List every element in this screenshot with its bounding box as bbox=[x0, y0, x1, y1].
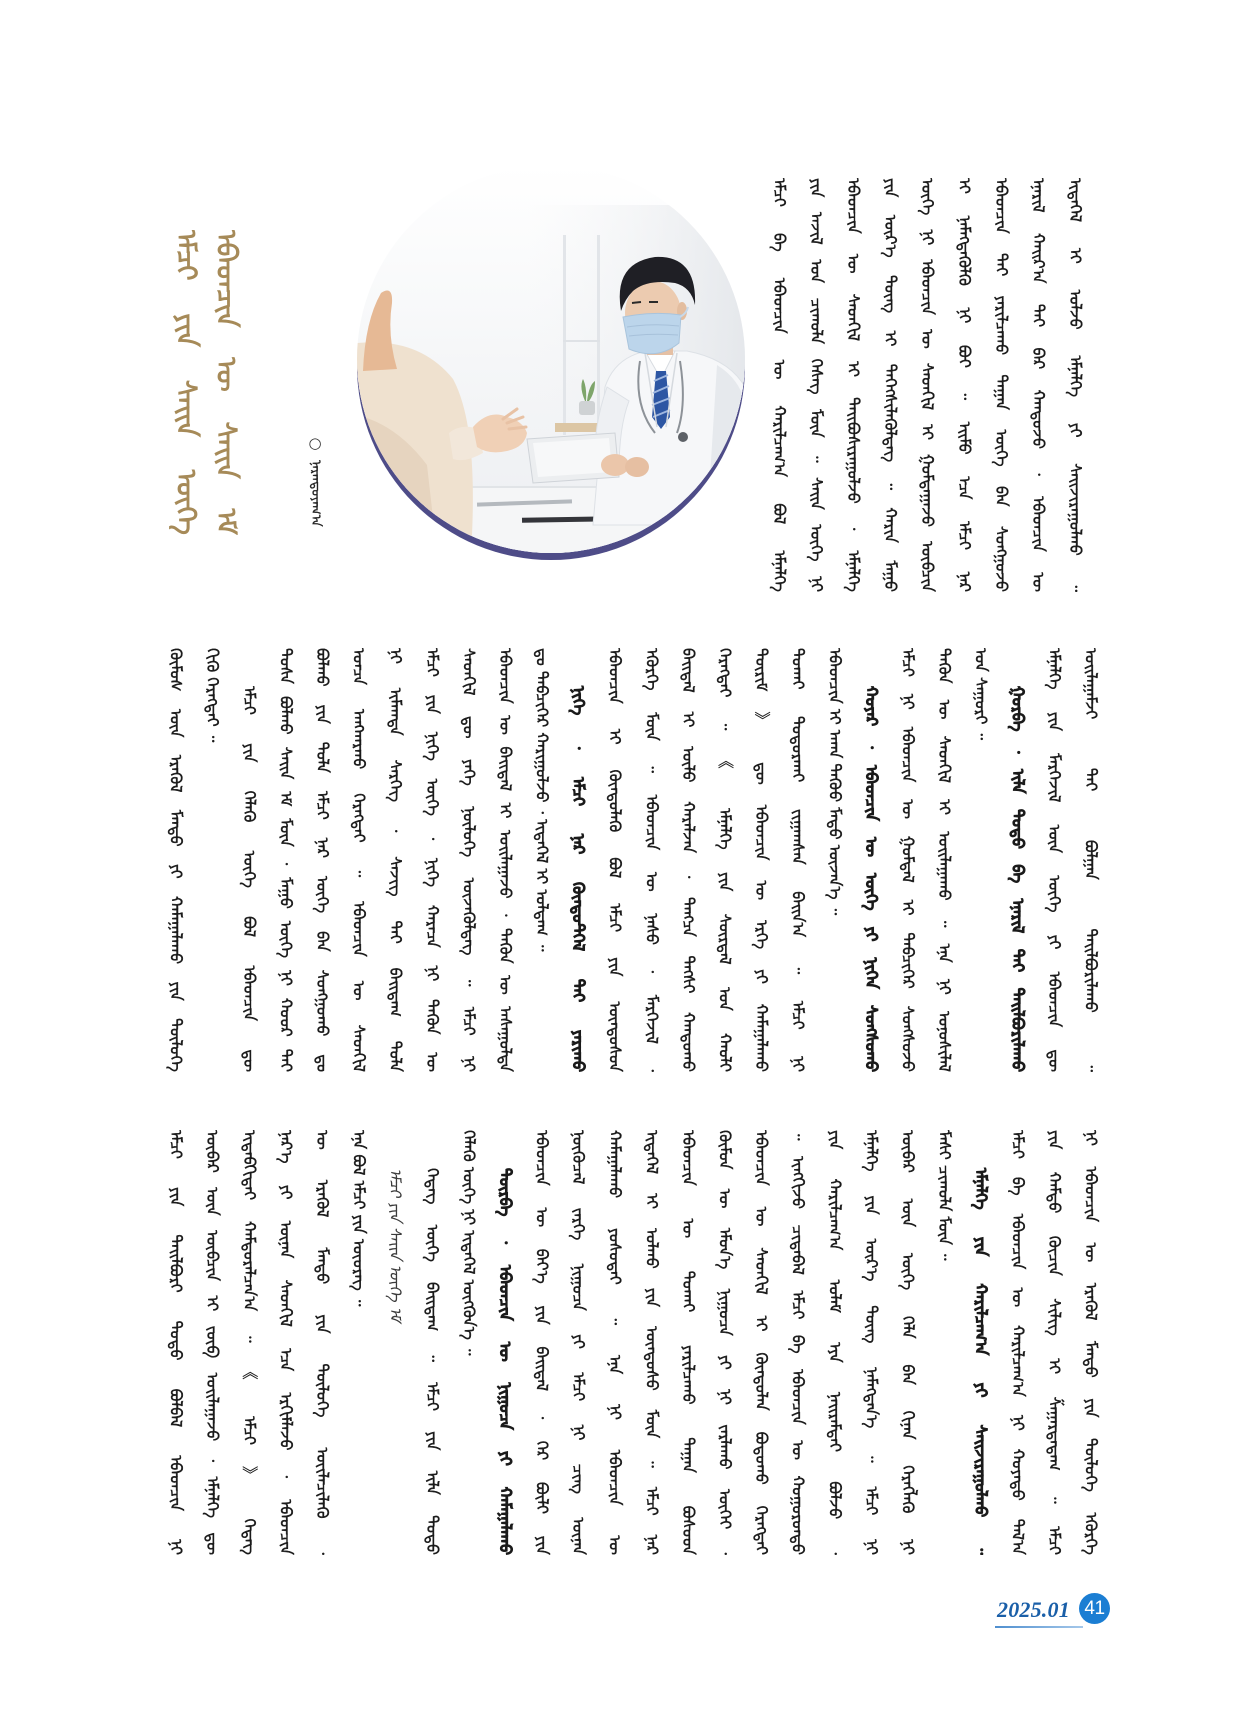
author-name: ᠨᠠᠷᠠᠨᠲᠤᠶᠠᠭ᠎ᠠ bbox=[308, 460, 323, 527]
text-column: ᠬᠦᠮᠦᠨ ᠦ ᠡᠮᠦᠨ᠎ᠡ ᠨᠢᠭᠤᠴᠠ ᠶᠢ ᠨᠢ ᠵᠠᠷᠯᠠᠬᠤ ᠦᠭᠡᠢ ᠂ bbox=[715, 1130, 735, 1555]
intro-text bbox=[761, 178, 1094, 592]
text-column: ᠥᠪᠡᠷ ᠦᠨ ᠦᠭᠡ ᠬᠡᠯᠡ ᠪᠡᠨ ᠬᠢᠨᠠᠨ ᠬᠡᠷᠡᠭᠯᠡᠬᠦ ᠨᠢ bbox=[898, 1130, 918, 1555]
text-column: ᠡᠮᠨᠡᠯᠭᠡ ᠶᠢᠨ ᠮᠡᠷᠭᠡᠵᠢᠯ ᠦᠨ ᠦᠭᠡ ᠶᠢ ᠡᠪᠡᠳᠴᠢᠨ ᠳᠦ bbox=[1044, 648, 1064, 1072]
text-column: ᠲᠤᠬᠠᠢ ᠲᠣᠳᠣᠷᠬᠠᠢ ᠵᠢᠭᠠᠭᠰᠠᠨ ᠪᠠᠢᠨ᠎ᠠ ᠃ ᠡᠮᠴᠢ ᠨᠢ bbox=[788, 648, 808, 1072]
text-column: ᠪᠣᠯᠬᠤ ᠶᠢᠨ ᠲᠤᠯᠠ ᠡᠮᠴᠢ ᠨᠠᠷ ᠦᠭᠡ ᠪᠡᠨ ᠰᠣᠩᠭᠣᠬᠤ ᠳᠤ bbox=[312, 648, 332, 1072]
text-column: ᠣᠢᠯᠠᠭᠠᠮᠵᠢ ᠲᠠᠢ ᠪᠣᠯᠭᠠᠨ ᠲᠠᠢᠯᠪᠤᠷᠢᠯᠠᠬᠤ ᠃ bbox=[1081, 648, 1101, 1072]
byline-marker: ○ bbox=[306, 434, 324, 452]
text-column: ᠨᠡᠷ᠎ᠡ ᠶᠢ ᠦᠨᠡᠨ ᠰᠡᠳᠬᠢᠯ ᠡᠴᠡ ᠡᠷᠬᠢᠮᠯᠡᠵᠦ ᠂ ᠡᠪᠡᠳᠴᠢᠨ bbox=[276, 1130, 296, 1555]
calligraphy-column: ᠡᠮᠴᠢ ᠶᠢᠨ ᠰᠠᠢᠨ ᠦᠭᠡ ᠡᠮ bbox=[386, 1168, 406, 1322]
title-line: ᠡᠮᠴᠢ ᠶᠢᠨ ᠰᠠᠢᠨ ᠦᠭᠡ bbox=[170, 230, 203, 535]
text-column: ᠡᠮᠴᠢ ᠪᠠ ᠡᠪᠡᠳᠴᠢᠨ ᠦ ᠬᠠᠷᠢᠯᠴᠠᠭ᠎ᠠ ᠪᠣᠯ ᠡᠮᠨᠡᠯᠭᠡ bbox=[770, 178, 789, 592]
text-column: ᠶᠢᠨ ᠬᠠᠮᠲᠤ ᠬᠦᠴᠢᠨ ᠰᠢᠯᠢᠭ ᠢ ᠱᠠᠭᠠᠷᠳᠠᠳᠠᠭ ᠃ ᠡᠮᠴᠢ bbox=[1044, 1130, 1064, 1555]
text-column: ᠳᠦᠷᠢᠮ 》 ᠳᠦ ᠡᠪᠡᠳᠴᠢᠨ ᠦ ᠡᠷᠬᠡ ᠶᠢ ᠬᠠᠮᠠᠭᠠᠯᠠᠬᠤ bbox=[752, 648, 772, 1072]
text-column: ᠢ ᠨᠡᠮᠡᠭᠳᠡᠭᠦᠯᠬᠦ ᠨᠢ ᠪᠤᠢ ᠃ ᠡᠢᠮᠦ ᠡᠴᠡ ᠡᠮᠴᠢ ᠨᠠᠷ bbox=[955, 178, 974, 592]
text-column: ᠡᠪᠡᠳᠴᠢᠨ ᠢ ᠬᠦᠨᠳᠦᠯᠡᠬᠦ ᠪᠣᠯ ᠡᠮᠴᠢ ᠶᠢᠨ ᠦᠨᠳᠦᠰᠦᠨ bbox=[605, 648, 625, 1072]
text-column: ᠮᠠᠰᠢ ᠴᠢᠬᠤᠯᠠ ᠮᠥᠨ ᠃ bbox=[935, 1130, 955, 1261]
shelf-board bbox=[563, 340, 600, 342]
text-column: ᠬᠡᠷᠡᠭᠲᠡᠢ ᠃ 《 ᠡᠮᠨᠡᠯᠭᠡ ᠶᠢᠨ ᠰᠦᠷᠲᠠᠯ ᠤᠨ ᠬᠠᠤᠯᠢ bbox=[715, 648, 735, 1072]
subheading-column: ᠬᠣᠶᠠᠷ ᠂ ᠡᠪᠡᠳᠴᠢᠨ ᠦ ᠦᠭᠡ ᠶᠢ ᠨᠢᠭᠡᠨ ᠰᠣᠩᠰᠣᠬᠤ bbox=[861, 686, 881, 1072]
face-mask bbox=[623, 313, 681, 353]
article-photo bbox=[357, 165, 745, 553]
text-column: ᠭᠡᠳᠡᠭ ᠦᠭᠡ ᠪᠠᠢᠳᠠᠭ ᠃ ᠡᠮᠴᠢ ᠶᠢᠨ ᠢᠯᠡ ᠲᠣᠳᠣ bbox=[422, 1168, 442, 1555]
text-column: ᠢᠲᠡᠭᠡᠯ ᠢ ᠣᠯᠵᠤ ᠡᠮᠨᠡᠯᠭᠡ ᠶᠢ ᠰᠠᠢᠵᠢᠷᠠᠭᠤᠯᠬᠤ ᠃ bbox=[1066, 178, 1085, 592]
text-column: ᠡᠪᠡᠳᠴᠢᠨ ᠦ ᠰᠡᠳᠬᠢᠯ ᠢ ᠲᠠᠢᠪᠤᠰᠢᠷᠠᠭᠤᠯᠵᠤ ᠂ ᠡᠮᠨᠡᠯᠭᠡ bbox=[844, 178, 863, 592]
text-column: ᠡᠨᠡ ᠪᠣᠯ ᠡᠮᠴᠢ ᠶᠢᠨ ᠦᠦᠷᠡᠭ ᠃ bbox=[349, 1130, 369, 1307]
wooden-shelf bbox=[555, 423, 603, 432]
stethoscope-chestpiece bbox=[678, 432, 688, 442]
text-column: ᠶᠢᠨ ᠦᠷ᠎ᠡ ᠳᠦᠩ ᠢ ᠳᠡᠭᠡᠭᠰᠢᠯᠡᠭᠦᠯᠳᠡᠭ ᠃ ᠬᠠᠷᠢᠨ ᠮᠠᠭᠤ bbox=[881, 178, 900, 592]
text-column: ᠲᠡᠭᠦᠨ ᠦ ᠰᠡᠳᠬᠢᠯ ᠢ ᠣᠢᠯᠠᠭᠠᠬᠤ ᠃ ᠡᠨᠡ ᠨᠢ ᠣᠨᠣᠰᠢᠯᠠᠯ bbox=[935, 648, 955, 1072]
shelf-post bbox=[597, 235, 600, 435]
text-column: ᠡᠪᠡᠳᠴᠢᠨ ᠦ ᠪᠠᠢᠳᠠᠯ ᠢ ᠣᠢᠯᠠᠭᠠᠵᠤ ᠂ ᠲᠡᠭᠦᠨ ᠦ ᠠᠰᠠᠭᠤᠯᠲᠠ bbox=[495, 648, 515, 1072]
body-text-lower bbox=[157, 1130, 1108, 1555]
plant-pot bbox=[579, 401, 595, 415]
body-text-upper bbox=[157, 648, 1108, 1072]
doctor-hand bbox=[601, 454, 629, 476]
text-column: ᠶᠢᠨ ᠠᠵᠢᠯ ᠤᠨ ᠴᠢᠬᠤᠯᠠ ᠬᠡᠰᠡᠭ ᠮᠥᠨ ᠃ ᠰᠠᠢᠨ ᠦᠭᠡ ᠨᠢ bbox=[807, 178, 826, 592]
text-column: ᠡᠪᠡᠳᠴᠢᠨ ᠢ ᠠᠬᠠ ᠳᠡᠭᠦᠦ ᠮᠡᠲᠦ ᠦᠵᠡᠨ᠎ᠡ ᠃ bbox=[825, 648, 845, 916]
text-column: ᠡᠨᠡᠷᠢᠯ ᠬᠠᠢᠷ᠎ᠠ ᠲᠠᠢ ᠪᠠᠷ ᠬᠠᠨᠳᠤᠵᠤ ᠂ ᠡᠪᠡᠳᠴᠢᠨ ᠦ bbox=[1029, 178, 1048, 592]
text-column: ᠡᠮᠴᠢ ᠶᠢᠨ ᠨᠢᠭᠡ ᠦᠭᠡ ᠂ ᠨᠢᠭᠡ ᠬᠠᠷᠠᠴᠠ ᠨᠢ ᠲᠡᠭᠦᠨ ᠦ bbox=[422, 648, 442, 1072]
issue-date: 2025.01 bbox=[997, 1597, 1070, 1622]
text-column: ᠳᠤ ᠲᠡᠪᠴᠢᠭᠡᠷ ᠬᠠᠷᠢᠭᠤᠯᠵᠤ ᠂ ᠢᠲᠡᠭᠡᠯ ᠢ ᠣᠯᠳᠠᠭ ᠃ bbox=[532, 648, 552, 952]
text-column: ᠬᠦᠮᠦᠰ ᠦᠨ ᠡᠷᠡᠭᠦᠯ ᠮᠡᠨᠳᠦ ᠶᠢ ᠬᠠᠮᠠᠭᠠᠯᠠᠬᠤ ᠶᠢᠨ ᠲᠥᠯᠥᠭᠡ bbox=[166, 648, 186, 1072]
subheading-column: ᠡᠮᠨᠡᠯᠭᠡ ᠶᠢᠨ ᠬᠠᠷᠢᠯᠴᠠᠭ᠎ᠠ ᠶᠢ ᠰᠠᠢᠵᠢᠷᠠᠭᠤᠯᠬᠤ ᠃ bbox=[971, 1168, 991, 1555]
text-column: ᠰᠡᠳᠬᠢᠯ ᠳᠦ ᠶᠡᠬᠡ ᠨᠥᠯᠦᠭᠡ ᠦᠵᠡᠭᠦᠯᠳᠡᠭ ᠃ ᠡᠮᠴᠢ ᠨᠢ bbox=[459, 648, 479, 1072]
photo-illustration bbox=[357, 165, 745, 553]
text-column: ᠨᠢ ᠡᠪᠡᠳᠴᠢᠨ ᠦ ᠡᠷᠡᠭᠦᠯ ᠮᠡᠨᠳᠦ ᠶᠢᠨ ᠲᠥᠯᠥᠭᠡ ᠡᠭᠦᠷᠭᠡ bbox=[1081, 1130, 1101, 1555]
text-column: ᠬᠡᠯᠡᠬᠦ ᠦᠭᠡ ᠨᠢ ᠢᠲᠡᠭᠡᠯ ᠥᠭᠭᠦᠨ᠎ᠡ ᠃ bbox=[459, 1130, 479, 1356]
text-column: ᠣᠨᠴᠠ ᠠᠩᠬᠠᠷᠬᠤ ᠬᠡᠷᠡᠭᠲᠡᠢ ᠃ ᠡᠪᠡᠳᠴᠢᠨ ᠦ ᠰᠡᠳᠬᠢᠯ bbox=[349, 648, 369, 1072]
page-number-badge: 41 bbox=[1079, 1593, 1110, 1624]
text-column: ᠢᠳᠡᠪᠬᠢᠲᠡᠢ ᠬᠠᠮᠲᠤᠷᠠᠯᠴᠠᠨ᠎ᠠ ᠃ 《 ᠡᠮᠴᠢ 》 ᠭᠡᠳᠡᠭ bbox=[239, 1130, 259, 1555]
text-column: ᠬᠢᠬᠦ ᠬᠡᠷᠡᠭᠲᠡᠢ ᠃ bbox=[203, 648, 223, 743]
text-column: ᠃ ᠢᠩᠭᠢᠵᠦ ᠴᠢᠳᠠᠪᠠᠯ ᠡᠮᠴᠢ ᠪᠠ ᠡᠪᠡᠳᠴᠢᠨ ᠦ ᠬᠣᠭᠣᠷᠣᠨᠳᠣ bbox=[788, 1130, 808, 1555]
text-column: ᠡᠮᠴᠢ ᠶᠢᠨ ᠲᠠᠢᠯᠪᠤᠷᠢ ᠲᠣᠳᠣ ᠪᠣᠯᠪᠠᠯ ᠡᠪᠡᠳᠴᠢᠨ ᠨᠢ bbox=[166, 1130, 186, 1555]
text-column: ᠲᠤᠰᠠ ᠪᠣᠯᠬᠤ ᠰᠠᠢᠨ ᠡᠮ ᠮᠥᠨ ᠂ ᠮᠠᠭᠤ ᠦᠭᠡ ᠨᠢ ᠬᠣᠣᠷ ᠲᠠᠢ bbox=[276, 648, 296, 1072]
text-column: ᠡᠭᠦᠷᠭᠡ ᠮᠥᠨ ᠃ ᠡᠪᠡᠳᠴᠢᠨ ᠦ ᠨᠠᠰᠤ ᠂ ᠮᠡᠷᠭᠡᠵᠢᠯ ᠂ bbox=[642, 648, 662, 1072]
shelf-post bbox=[563, 235, 566, 435]
footer-rule bbox=[995, 1626, 1083, 1628]
title-line: ᠡᠪᠡᠳᠴᠢᠨ ᠦ ᠰᠠᠢᠨ ᠡᠮ bbox=[210, 230, 243, 535]
text-column: ᠥᠪᠡᠷ ᠦᠨ ᠥᠪᠴᠢᠨ ᠢ ᠵᠥᠪ ᠣᠢᠯᠠᠭᠠᠵᠤ ᠂ ᠡᠮᠨᠡᠯᠭᠡ ᠳᠦ bbox=[203, 1130, 223, 1555]
text-column: ᠡᠪᠡᠳᠴᠢᠨ ᠦ ᠲᠤᠬᠠᠢ ᠶᠠᠷᠢᠯᠴᠠᠬᠤ ᠳᠠᠭᠠᠨ ᠪᠤᠰᠤᠳ bbox=[678, 1130, 698, 1555]
text-column: ᠡᠮᠴᠢ ᠨᠢ ᠡᠪᠡᠳᠴᠢᠨ ᠦ ᠭᠣᠮᠳᠠᠯ ᠢ ᠲᠡᠪᠴᠢᠭᠡᠷ ᠰᠣᠩᠰᠣᠵᠤ bbox=[898, 648, 918, 1072]
subheading-column: ᠳᠥᠷᠪᠡ ᠂ ᠡᠪᠡᠳᠴᠢᠨ ᠦ ᠨᠢᠭᠤᠴᠠ ᠶᠢ ᠬᠠᠮᠠᠭᠠᠯᠠᠬᠤ bbox=[495, 1168, 515, 1555]
text-column: ᠡᠮᠨᠡᠯᠭᠡ ᠶᠢᠨ ᠦᠷ᠎ᠡ ᠳᠦᠩ ᠨᠡᠮᠡᠭᠳᠡᠨ᠎ᠡ ᠃ ᠡᠮᠴᠢ ᠨᠢ bbox=[861, 1130, 881, 1555]
text-column: ᠡᠪᠡᠳᠴᠢᠨ ᠦ ᠪᠡᠶ᠎ᠡ ᠶᠢᠨ ᠪᠠᠢᠳᠠᠯ ᠂ ᠭᠡᠷ ᠪᠦᠯᠢ ᠶᠢᠨ bbox=[532, 1130, 552, 1555]
text-column: ᠬᠠᠮᠠᠭᠠᠯᠠᠬᠤ ᠶᠤᠰᠤᠲᠠᠢ ᠃ ᠡᠨᠡ ᠨᠢ ᠡᠪᠡᠳᠴᠢᠨ ᠦ bbox=[605, 1130, 625, 1555]
subheading-column: ᠨᠢᠭᠡ ᠂ ᠡᠮᠴᠢ ᠨᠠᠷ ᠬᠦᠨᠳᠦᠲᠭᠡᠯ ᠲᠡᠢ ᠶᠠᠷᠢᠬᠤ bbox=[569, 686, 589, 1072]
text-column: ᠢᠲᠡᠭᠡᠯ ᠢ ᠣᠯᠬᠤ ᠶᠢᠨ ᠦᠨᠳᠦᠰᠦ ᠮᠥᠨ ᠃ ᠡᠮᠴᠢ ᠨᠠᠷ bbox=[642, 1130, 662, 1555]
text-column: ᠡᠮᠴᠢ ᠪᠠ ᠡᠪᠡᠳᠴᠢᠨ ᠦ ᠬᠠᠷᠢᠯᠴᠠᠭ᠎ᠠ ᠨᠢ ᠬᠣᠶᠠᠳᠤ ᠲᠠᠯ᠎ᠠ bbox=[1008, 1130, 1028, 1555]
tablet-screen bbox=[533, 438, 612, 477]
article-title bbox=[166, 230, 246, 535]
text-column: ᠡᠮᠴᠢ ᠶᠢᠨ ᠬᠡᠯᠡᠬᠦ ᠦᠭᠡ ᠪᠣᠯ ᠡᠪᠡᠳᠴᠢᠨ ᠳᠦ bbox=[239, 686, 259, 1072]
subheading-column: ᠭᠤᠷᠪᠠ ᠂ ᠢᠯᠡ ᠲᠣᠳᠣ ᠪᠠ ᠡᠨᠡᠷᠢᠯ ᠲᠡᠢ ᠲᠠᠢᠯᠪᠤᠷᠢᠯᠠᠬᠤ bbox=[1008, 686, 1028, 1072]
text-column: ᠶᠢᠨ ᠬᠠᠷᠢᠯᠴᠠᠭ᠎ᠠ ᠤᠯᠠᠮ ᠡᠶᠡ ᠨᠠᠢᠷᠠᠮᠳᠠᠢ ᠪᠣᠯᠵᠤ ᠂ bbox=[825, 1130, 845, 1555]
text-column: ᠨᠢ ᠢᠮᠠᠭᠳᠠ ᠰᠡᠷᠭᠡᠭ ᠂ ᠰᠡᠵᠢᠭ ᠲᠡᠢ ᠪᠠᠢᠳᠠᠭ ᠲᠤᠯᠠ bbox=[386, 648, 406, 1072]
text-column: ᠡᠪᠡᠳᠴᠢᠨ ᠦ ᠰᠡᠳᠬᠢᠯ ᠢ ᠬᠦᠨᠳᠦᠯᠡᠨ ᠪᠣᠳᠣᠬᠤ ᠬᠡᠷᠡᠭᠲᠡᠢ bbox=[752, 1130, 772, 1555]
doctor-hand bbox=[625, 457, 649, 477]
text-column: ᠪᠠᠢᠳᠠᠯ ᠢ ᠦᠯᠦ ᠬᠠᠷᠠᠯᠵᠠᠨ ᠂ ᠲᠡᠩᠴᠡ ᠲᠡᠭᠰᠢ ᠬᠠᠨᠳᠤᠬᠤ bbox=[678, 648, 698, 1072]
text-column: ᠤᠨ ᠰᠠᠭᠤᠷᠢ ᠃ bbox=[971, 648, 991, 741]
text-column: ᠨᠥᠬᠦᠴᠡᠯ ᠵᠡᠷᠭᠡ ᠨᠢᠭᠤᠴᠠ ᠶᠢ ᠡᠮᠴᠢ ᠨᠢ ᠴᠢᠩ ᠦᠨᠡᠨ bbox=[569, 1130, 589, 1555]
text-column: ᠦ ᠡᠷᠡᠭᠦᠯ ᠮᠡᠨᠳᠦ ᠶᠢᠨ ᠲᠥᠯᠥᠭᠡ ᠦᠢᠯᠡᠴᠢᠯᠡᠬᠦ ᠂ bbox=[312, 1130, 332, 1555]
text-column: ᠡᠪᠡᠳᠴᠢᠨ ᠲᠡᠢ ᠶᠠᠷᠢᠯᠴᠠᠬᠤ ᠳᠠᠭᠠᠨ ᠦᠭᠡ ᠪᠡᠨ ᠰᠣᠩᠭᠣᠵᠤ bbox=[992, 178, 1011, 592]
text-column: ᠦᠭᠡ ᠨᠢ ᠡᠪᠡᠳᠴᠢᠨ ᠦ ᠰᠡᠳᠬᠢᠯ ᠢ ᠭᠣᠮᠳᠠᠭᠠᠵᠤ ᠥᠪᠴᠢᠨ bbox=[918, 178, 937, 592]
byline bbox=[300, 434, 330, 544]
